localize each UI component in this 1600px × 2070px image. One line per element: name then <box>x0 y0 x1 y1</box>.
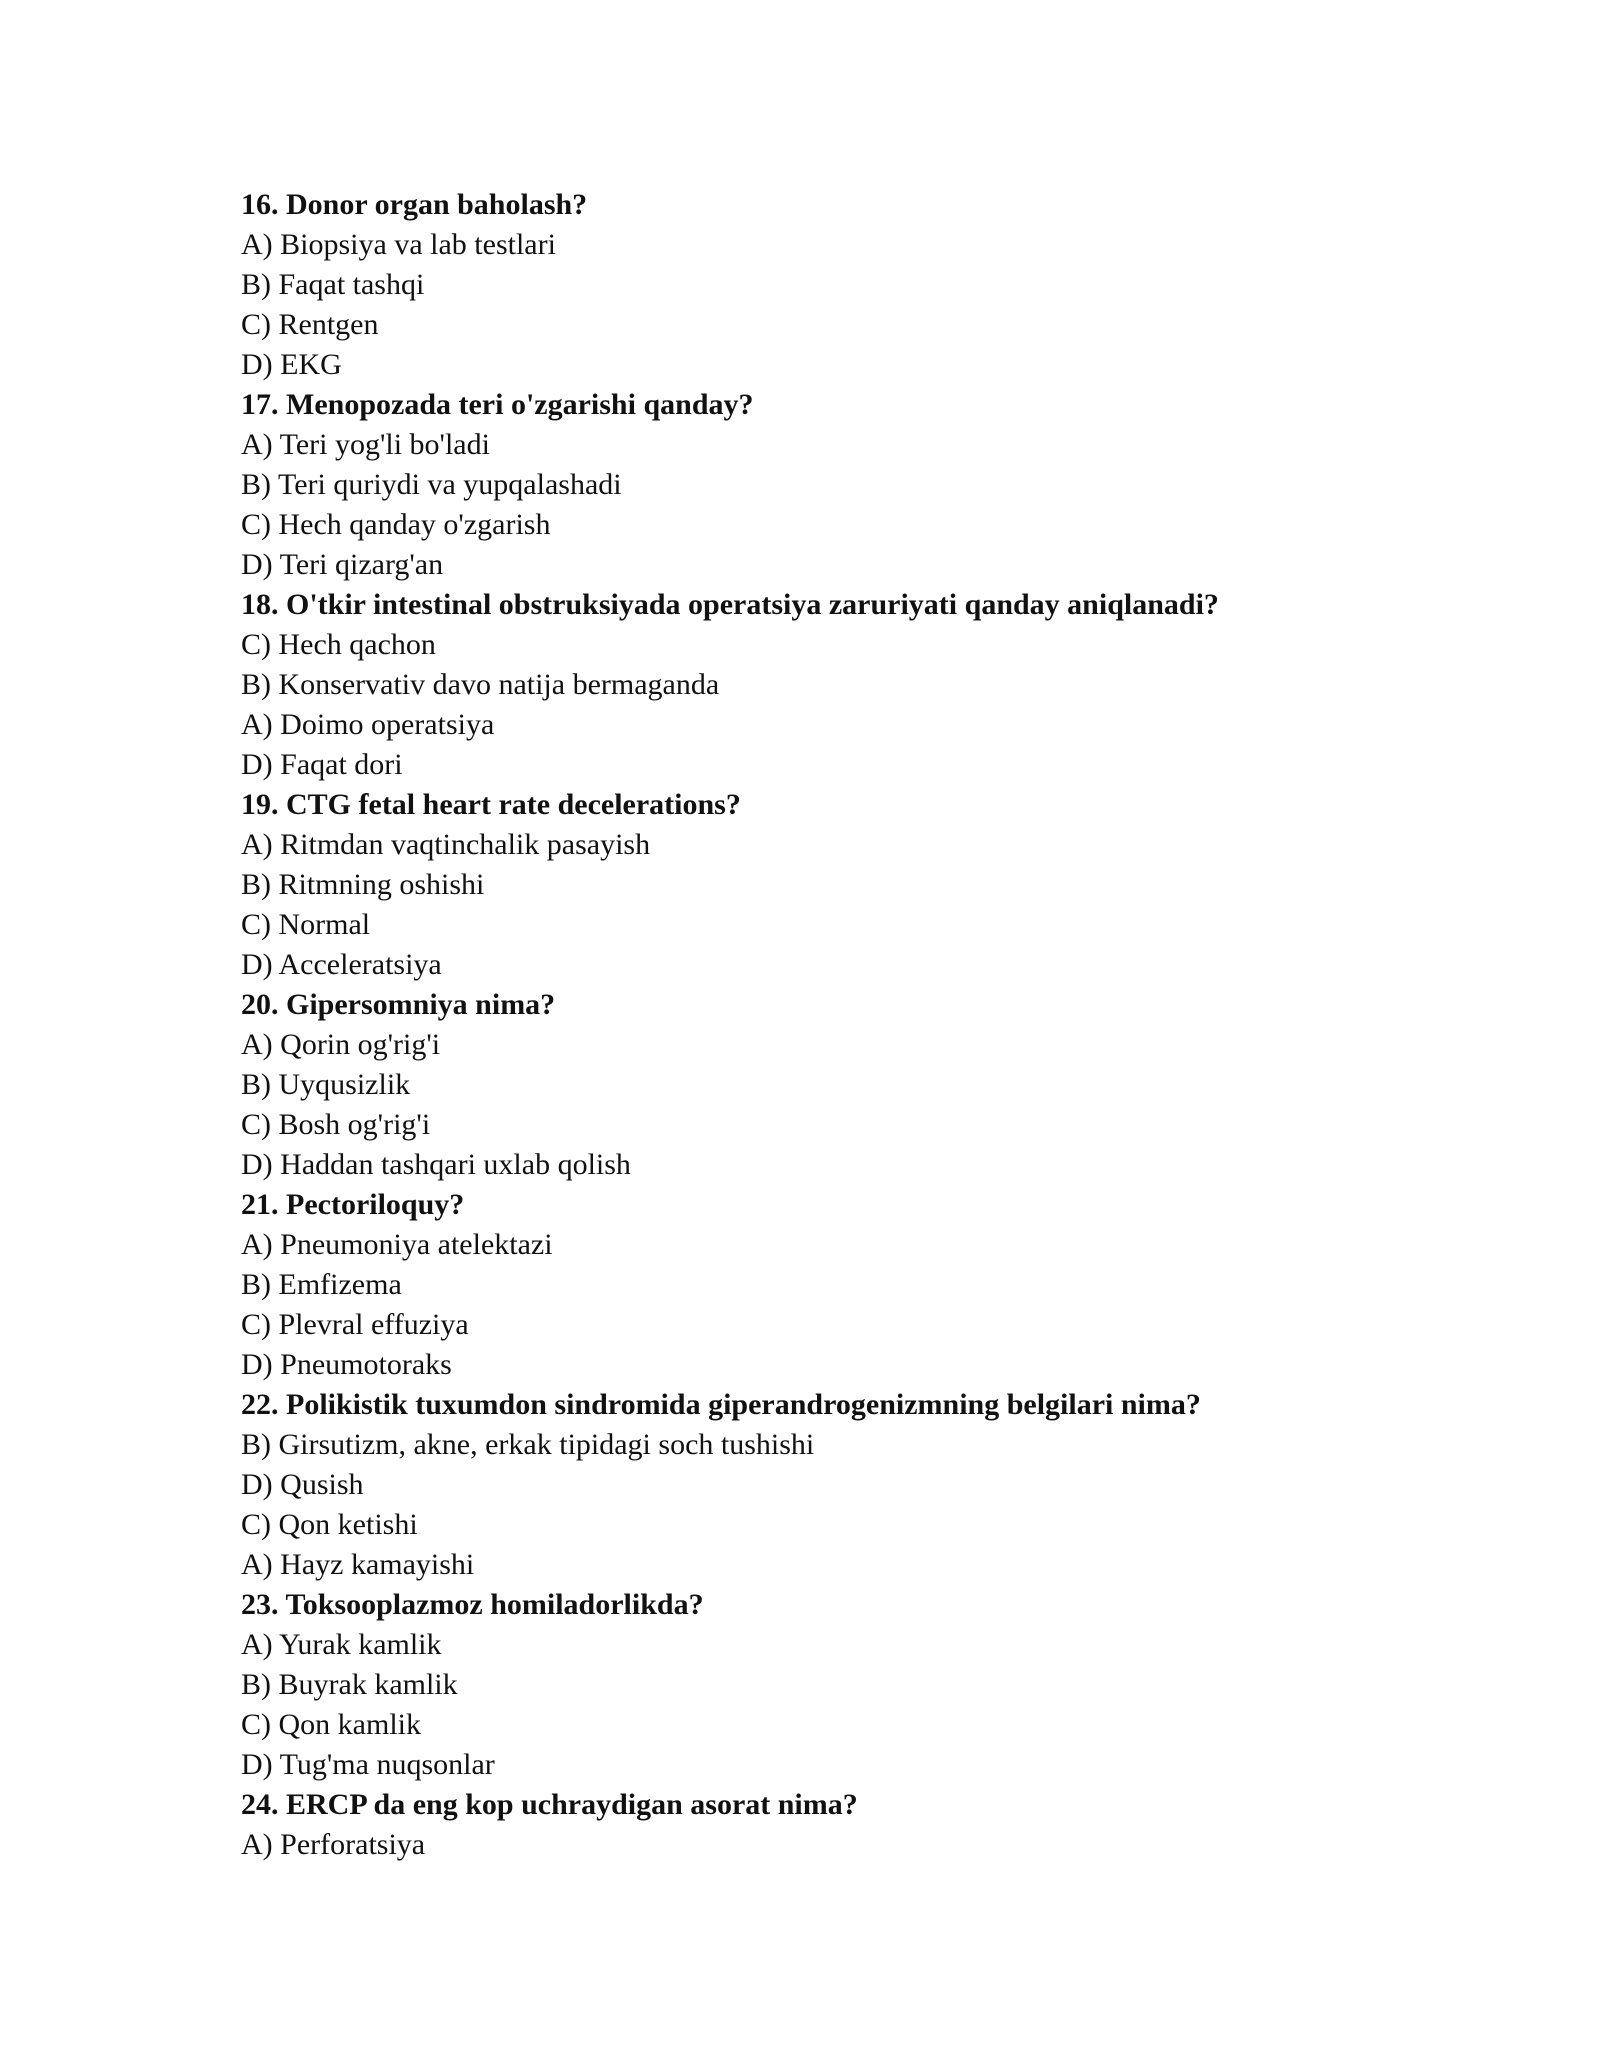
question-title: 18. O'tkir intestinal obstruksiyada operatsiya zaruriyati qanday aniqlanadi? <box>241 588 1219 621</box>
answer-option: A) Teri yog'li bo'ladi <box>241 428 490 461</box>
question-title: 21. Pectoriloquy? <box>241 1188 465 1221</box>
answer-option: D) Tug'ma nuqsonlar <box>241 1748 495 1781</box>
answer-option: A) Perforatsiya <box>241 1828 426 1861</box>
answer-option: A) Qorin og'rig'i <box>241 1028 441 1061</box>
answer-option: C) Hech qanday o'zgarish <box>241 508 551 541</box>
answer-option: A) Doimo operatsiya <box>241 708 495 741</box>
question-title: 24. ERCP da eng kop uchraydigan asorat nima? <box>241 1788 858 1821</box>
question-title: 19. CTG fetal heart rate decelerations? <box>241 788 741 821</box>
answer-option: D) Teri qizarg'an <box>241 548 444 581</box>
answer-option: D) Qusish <box>241 1468 364 1501</box>
answer-option: C) Hech qachon <box>241 628 436 661</box>
answer-option: D) Pneumotoraks <box>241 1348 452 1381</box>
answer-option: C) Bosh og'rig'i <box>241 1108 431 1141</box>
answer-option: A) Yurak kamlik <box>241 1628 442 1661</box>
answer-option: B) Buyrak kamlik <box>241 1668 458 1701</box>
answer-option: B) Ritmning oshishi <box>241 868 485 901</box>
answer-option: B) Emfizema <box>241 1268 402 1301</box>
answer-option: C) Rentgen <box>241 308 379 341</box>
answer-option: B) Konservativ davo natija bermaganda <box>241 668 720 701</box>
answer-option: C) Qon kamlik <box>241 1708 421 1741</box>
answer-option: D) Faqat dori <box>241 748 403 781</box>
answer-option: D) Acceleratsiya <box>241 948 442 981</box>
question-list <box>241 185 1401 1865</box>
answer-option: D) EKG <box>241 348 342 381</box>
answer-option: A) Hayz kamayishi <box>241 1548 475 1581</box>
answer-option: B) Uyqusizlik <box>241 1068 411 1101</box>
answer-option: A) Biopsiya va lab testlari <box>241 228 556 261</box>
answer-option: A) Pneumoniya atelektazi <box>241 1228 553 1261</box>
answer-option: D) Haddan tashqari uxlab qolish <box>241 1148 631 1181</box>
answer-option: C) Plevral effuziya <box>241 1308 469 1341</box>
question-title: 16. Donor organ baholash? <box>241 188 588 221</box>
answer-option: B) Girsutizm, akne, erkak tipidagi soch tushishi <box>241 1428 815 1461</box>
answer-option: C) Normal <box>241 908 371 941</box>
answer-option: B) Faqat tashqi <box>241 268 425 301</box>
question-title: 17. Menopozada teri o'zgarishi qanday? <box>241 388 754 421</box>
question-title: 20. Gipersomniya nima? <box>241 988 556 1021</box>
question-title: 22. Polikistik tuxumdon sindromida giperandrogenizmning belgilari nima? <box>241 1388 1201 1421</box>
question-title: 23. Toksooplazmoz homiladorlikda? <box>241 1588 704 1621</box>
answer-option: A) Ritmdan vaqtinchalik pasayish <box>241 828 651 861</box>
answer-option: B) Teri quriydi va yupqalashadi <box>241 468 622 501</box>
answer-option: C) Qon ketishi <box>241 1508 418 1541</box>
